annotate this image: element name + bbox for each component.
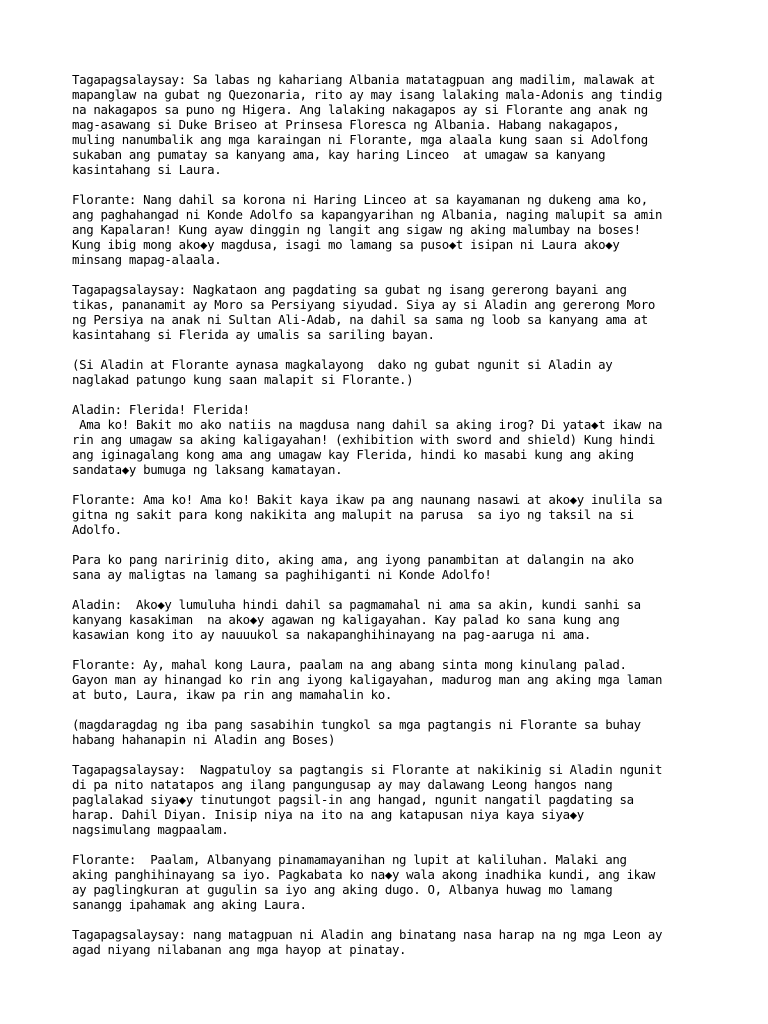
text-line: Ama ko! Bakit mo ako natiis na magdusa nang dahil sa aking irog? Di yata◆t ikaw na	[72, 417, 663, 432]
paragraph	[72, 762, 712, 837]
text-line: (magdaragdag ng iba pang sasabihin tungkol sa mga pagtangis ni Florante sa buhay	[72, 717, 641, 732]
text-line: agad niyang nilabanan ang mga hayop at pinatay.	[72, 942, 407, 957]
text-line: minsang mapag-alaala.	[72, 252, 222, 267]
paragraph	[72, 597, 712, 642]
paragraph	[72, 552, 712, 582]
text-line: Tagapagsalaysay: Nagpatuloy sa pagtangis si Florante at nakikinig si Aladin ngunit	[72, 762, 663, 777]
text-line: rin ang umagaw sa aking kaligayahan! (exhibition with sword and shield) Kung hindi	[72, 432, 656, 447]
text-line: kasawian kong ito ay nauuukol sa nakapanghihinayang na pag-aaruga ni ama.	[72, 627, 592, 642]
text-line: (Si Aladin at Florante aynasa magkalayong dako ng gubat ngunit si Aladin ay	[72, 357, 613, 372]
paragraph	[72, 357, 712, 387]
text-line: nagsimulang magpaalam.	[72, 822, 229, 837]
text-line: di pa nito natatapos ang ilang pangungusap ay may dalawang Leong hangos nang	[72, 777, 613, 792]
text-line: kanyang kasakiman na ako◆y agawan ng kaligayahan. Kay palad ko sana kung ang	[72, 612, 620, 627]
text-line: at buto, Laura, ikaw pa rin ang mamahalin ko.	[72, 687, 392, 702]
text-line: harap. Dahil Diyan. Inisip niya na ito na ang katapusan niya kaya siya◆y	[72, 807, 584, 822]
text-line: mag-asawang si Duke Briseo at Prinsesa Floresca ng Albania. Habang nakagapos,	[72, 117, 620, 132]
document-page	[72, 72, 712, 972]
text-line: sana ay maligtas na lamang sa paghihiganti ni Konde Adolfo!	[72, 567, 492, 582]
text-line: sukaban ang pumatay sa kanyang ama, kay haring Linceo at umagaw sa kanyang	[72, 147, 606, 162]
text-line: Tagapagsalaysay: nang matagpuan ni Aladin ang binatang nasa harap na ng mga Leon ay	[72, 927, 663, 942]
text-line: ang iginagalang kong ama ang umagaw kay Flerida, hindi ko masabi kung ang aking	[72, 447, 634, 462]
text-line: Aladin: Ako◆y lumuluha hindi dahil sa pagmamahal ni ama sa akin, kundi sanhi sa	[72, 597, 641, 612]
text-line: Para ko pang naririnig dito, aking ama, ang iyong panambitan at dalangin na ako	[72, 552, 634, 567]
text-line: Tagapagsalaysay: Sa labas ng kahariang Albania matatagpuan ang madilim, malawak at	[72, 72, 656, 87]
paragraph	[72, 282, 712, 342]
text-line: ang paghahangad ni Konde Adolfo sa kapangyarihan ng Albania, naging malupit sa amin	[72, 207, 663, 222]
text-line: Florante: Ama ko! Ama ko! Bakit kaya ikaw pa ang naunang nasawi at ako◆y inulila sa	[72, 492, 663, 507]
text-line: kasintahang si Laura.	[72, 162, 222, 177]
text-line: mapanglaw na gubat ng Quezonaria, rito ay may isang lalaking mala-Adonis ang tindig	[72, 87, 663, 102]
text-line: Aladin: Flerida! Flerida!	[72, 402, 250, 417]
paragraph	[72, 657, 712, 702]
text-line: naglakad patungo kung saan malapit si Florante.)	[72, 372, 414, 387]
text-line: sanangg ipahamak ang aking Laura.	[72, 897, 307, 912]
text-line: Gayon man ay hinangad ko rin ang iyong kaligayahan, madurog man ang aking mga laman	[72, 672, 663, 687]
paragraph	[72, 192, 712, 267]
text-line: paglalakad siya◆y tinutungot pagsil-in ang hangad, ngunit nangatil pagdating sa	[72, 792, 634, 807]
text-line: ang Kapalaran! Kung ayaw dinggin ng langit ang sigaw ng aking malumbay na boses!	[72, 222, 641, 237]
paragraph	[72, 402, 712, 477]
text-line: Kung ibig mong ako◆y magdusa, isagi mo lamang sa puso◆t isipan ni Laura ako◆y	[72, 237, 620, 252]
paragraph	[72, 717, 712, 747]
text-line: ng Persiya na anak ni Sultan Ali-Adab, na dahil sa sama ng loob sa kanyang ama at	[72, 312, 648, 327]
text-line: kasintahang si Flerida ay umalis sa sariling bayan.	[72, 327, 435, 342]
text-line: gitna ng sakit para kong nakikita ang malupit na parusa sa iyo ng taksil na si	[72, 507, 634, 522]
paragraph	[72, 492, 712, 537]
text-line: Florante: Nang dahil sa korona ni Haring Linceo at sa kayamanan ng dukeng ama ko,	[72, 192, 648, 207]
text-line: Adolfo.	[72, 522, 122, 537]
text-line: Florante: Ay, mahal kong Laura, paalam na ang abang sinta mong kinulang palad.	[72, 657, 627, 672]
text-line: habang hahanapin ni Aladin ang Boses)	[72, 732, 336, 747]
text-line: ay paglingkuran at gugulin sa iyo ang aking dugo. O, Albanya huwag mo lamang	[72, 882, 613, 897]
text-line: muling nanumbalik ang mga karaingan ni Florante, mga alaala kung saan si Adolfong	[72, 132, 648, 147]
text-line: na nakagapos sa puno ng Higera. Ang lalaking nakagapos ay si Florante ang anak ng	[72, 102, 648, 117]
text-line: tikas, pananamit ay Moro sa Persiyang siyudad. Siya ay si Aladin ang gererong Moro	[72, 297, 656, 312]
paragraph	[72, 852, 712, 912]
text-line: sandata◆y bumuga ng laksang kamatayan.	[72, 462, 343, 477]
text-line: Florante: Paalam, Albanyang pinamamayanihan ng lupit at kaliluhan. Malaki ang	[72, 852, 627, 867]
text-line: aking panghihinayang sa iyo. Pagkabata ko na◆y wala akong inadhika kundi, ang ikaw	[72, 867, 656, 882]
text-line: Tagapagsalaysay: Nagkataon ang pagdating sa gubat ng isang gererong bayani ang	[72, 282, 627, 297]
paragraph	[72, 72, 712, 177]
paragraph	[72, 927, 712, 957]
